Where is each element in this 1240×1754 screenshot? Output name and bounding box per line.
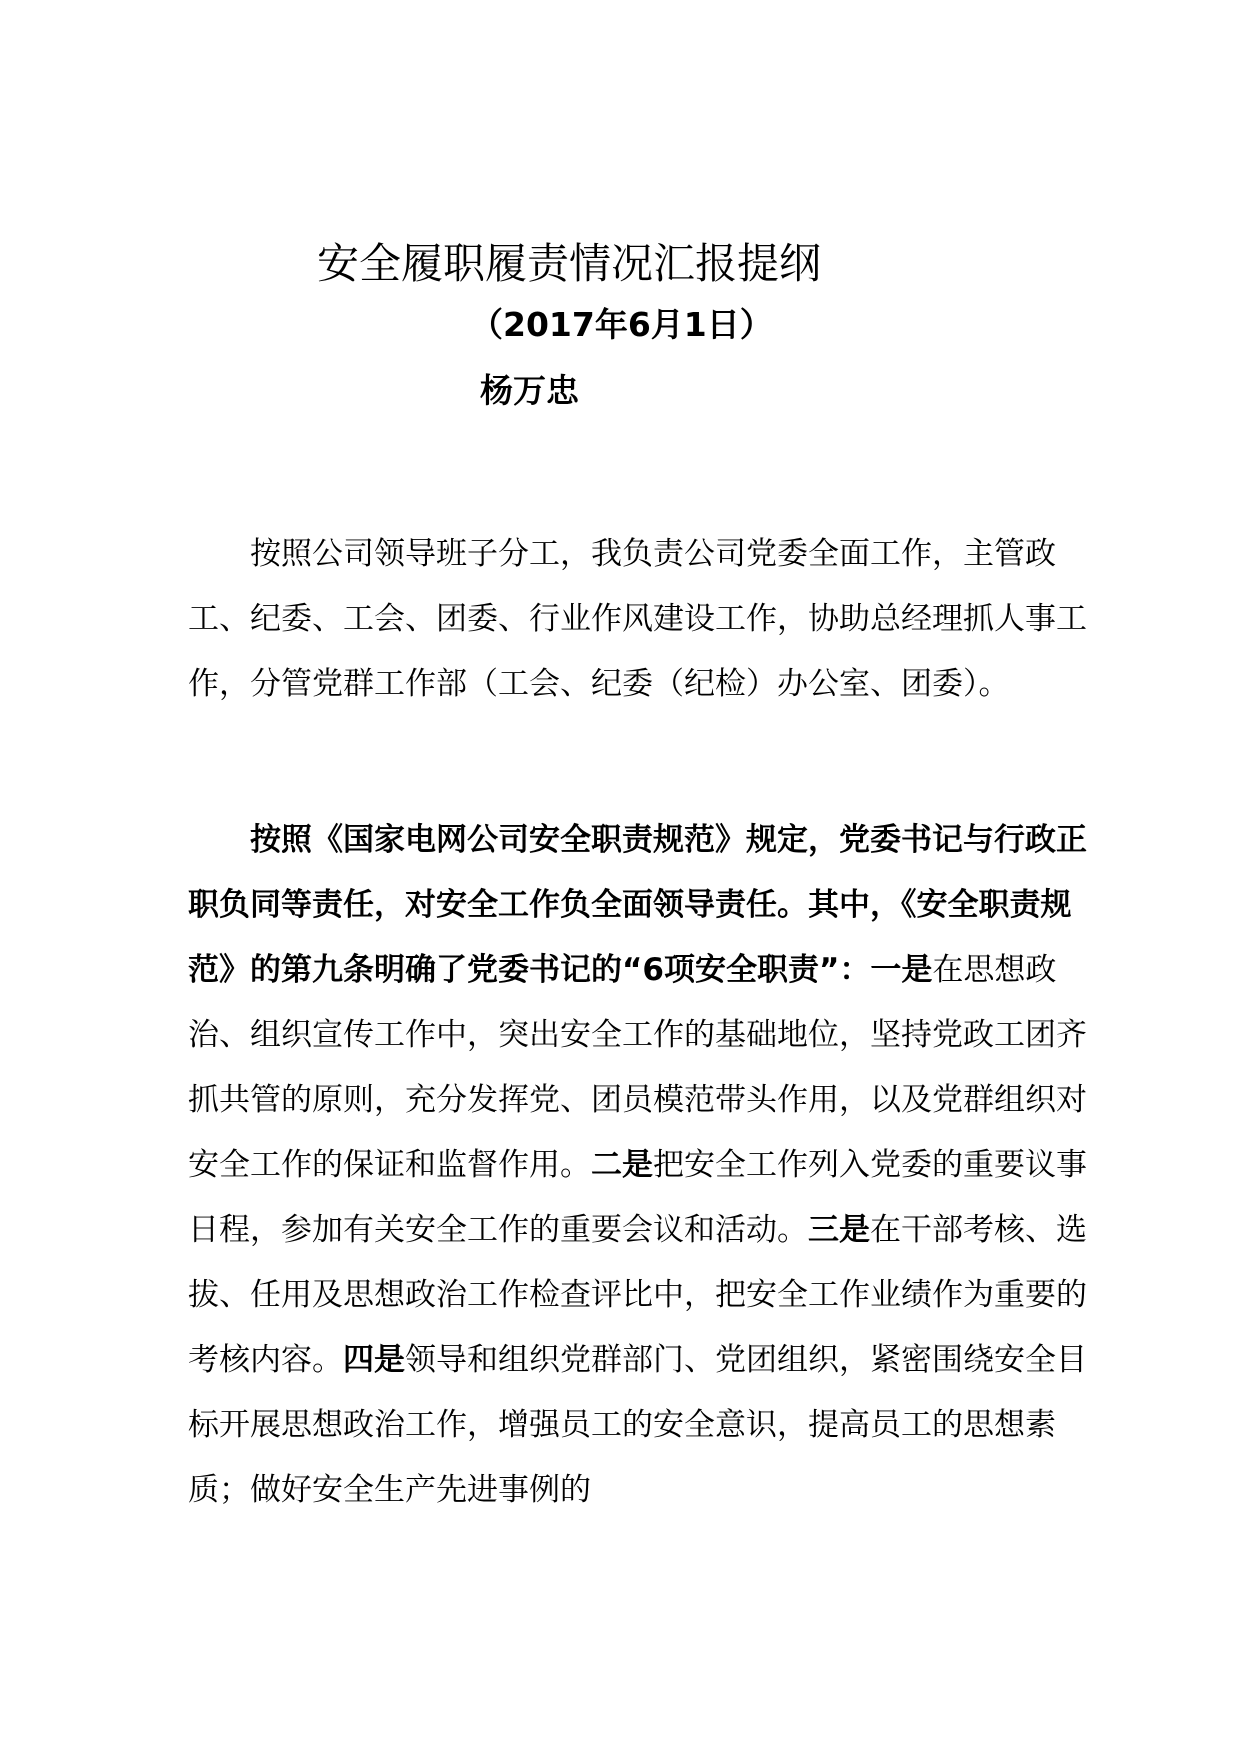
document-date: （2017年6月1日） bbox=[470, 305, 773, 344]
item-2-text: 把安全工作列入党委的重要议事日程，参加有关安全工作的重要会议和活动。 bbox=[188, 1147, 1087, 1248]
item-3-label: 三是 bbox=[808, 1212, 870, 1248]
paragraph-division-of-duties: 按照公司领导班子分工，我负责公司党委全面工作，主管政工、纪委、工会、团委、行业作风建设工作，协助总经理抓人事工作，分管党群工作部（工会、纪委（纪检）办公室、团委）。 bbox=[188, 536, 1087, 702]
item-1-text: 在思想政治、组织宣传工作中，突出安全工作的基础地位，坚持党政工团齐抓共管的原则，充分发挥党、团员模范带头作用，以及党群组织对安全工作的保证和监督作用。 bbox=[188, 952, 1087, 1183]
item-4-label: 四是 bbox=[343, 1342, 405, 1378]
item-3-text: 在干部考核、选拔、任用及思想政治工作检查评比中，把安全工作业绩作为重要的考核内容。 bbox=[188, 1212, 1087, 1378]
paragraph-intro-bold: 按照《国家电网公司安全职责规范》规定，党委书记与行政正职负同等责任，对安全工作负全面领导责任。其中，《安全职责规范》的第九条明确了党委书记的“6项安全职责”： bbox=[188, 822, 1087, 988]
item-4-text: 领导和组织党群部门、党团组织，紧密围绕安全目标开展思想政治工作，增强员工的安全意识，提高员工的思想素质；做好安全生产先进事例的 bbox=[188, 1342, 1087, 1508]
document-author: 杨万忠 bbox=[480, 371, 579, 410]
document-title: 安全履职履责情况汇报提纲 bbox=[316, 239, 821, 288]
paragraph-safety-duties bbox=[188, 808, 1088, 1523]
item-2-label: 二是 bbox=[591, 1147, 653, 1183]
item-1-label: 一是 bbox=[870, 952, 933, 988]
